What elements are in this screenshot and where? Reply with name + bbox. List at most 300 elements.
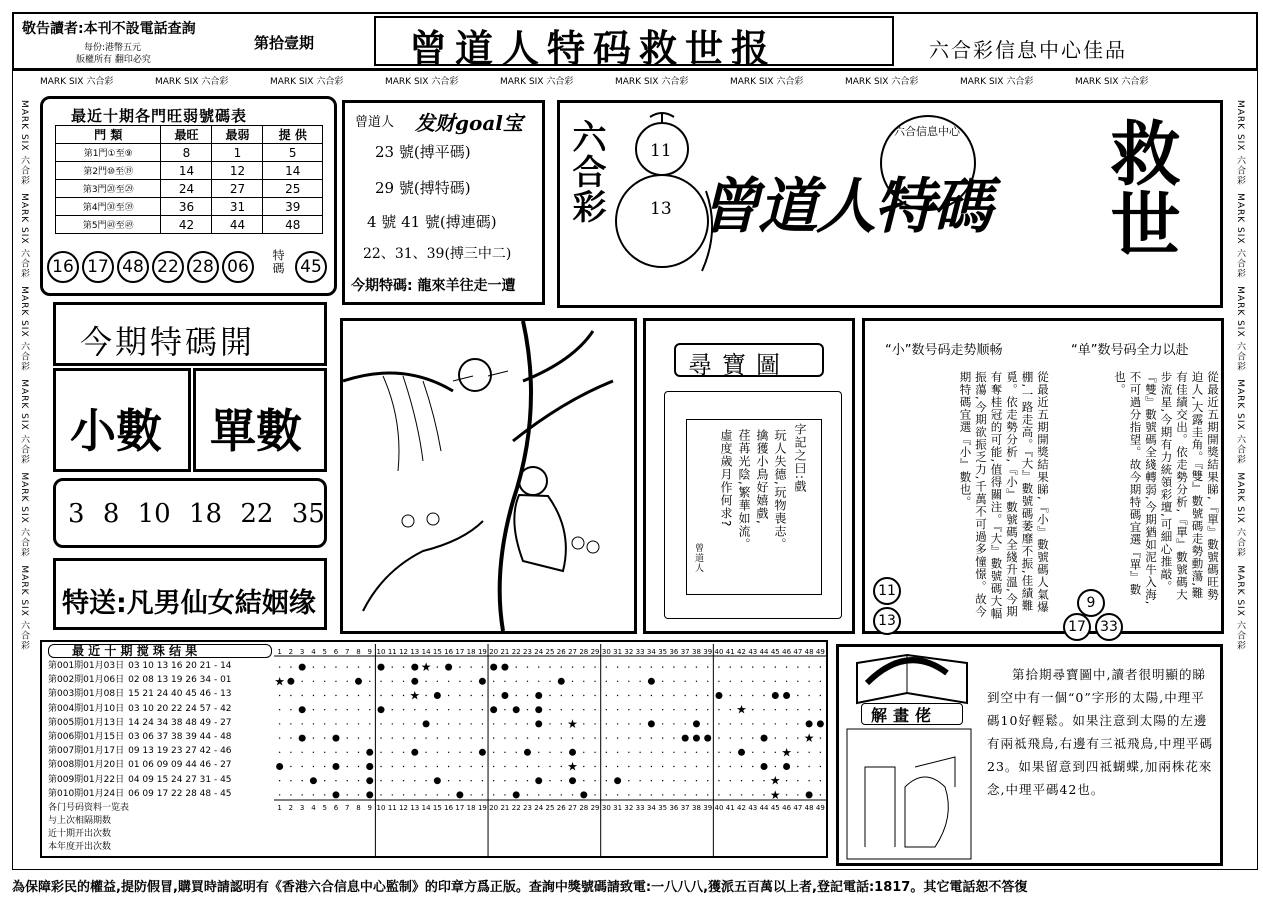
grid-dot	[651, 737, 652, 738]
grid-dot	[470, 752, 471, 753]
grid-dot	[752, 766, 753, 767]
grid-dot	[617, 723, 618, 724]
drawn-dot	[287, 678, 294, 685]
grid-col-label: 19	[477, 648, 487, 656]
grid-dot	[583, 709, 584, 710]
drawn-dot	[411, 749, 418, 756]
drawn-dot	[456, 791, 463, 798]
grid-dot	[684, 681, 685, 682]
grid-col-label: 4	[311, 648, 316, 656]
grid-dot	[628, 737, 629, 738]
grid-col-label: 32	[624, 804, 634, 812]
grid-dot	[549, 794, 550, 795]
grid-dot	[718, 766, 719, 767]
grid-dot	[470, 723, 471, 724]
grid-dot	[718, 794, 719, 795]
grid-col-label: 18	[466, 648, 476, 656]
grid-dot	[358, 737, 359, 738]
drawn-dot	[501, 692, 508, 699]
grid-dot	[673, 794, 674, 795]
strength-table	[55, 125, 323, 234]
grid-dot	[775, 766, 776, 767]
grid-dot	[763, 723, 764, 724]
grid-dot	[820, 695, 821, 696]
grid-dot	[639, 709, 640, 710]
grid-dot	[403, 723, 404, 724]
grid-dot	[752, 752, 753, 753]
grid-dot	[313, 709, 314, 710]
grid-dot	[673, 666, 674, 667]
grid-dot	[549, 681, 550, 682]
grid-dot	[808, 695, 809, 696]
footer-label: 与上次相隔期数	[48, 816, 112, 826]
grid-col-label: 43	[748, 648, 758, 656]
grid-col-label: 38	[691, 648, 701, 656]
grid-dot	[639, 695, 640, 696]
grid-dot	[797, 737, 798, 738]
grid-col-label: 29	[590, 648, 600, 656]
drawn-dot	[332, 763, 339, 770]
grid-dot	[290, 666, 291, 667]
grid-dot	[741, 695, 742, 696]
grid-dot	[741, 766, 742, 767]
grid-dot	[380, 794, 381, 795]
number-ball: 22	[152, 251, 184, 283]
watermark-text: MARK SIX 六合彩	[500, 77, 574, 87]
grid-dot	[448, 780, 449, 781]
grid-dot	[561, 794, 562, 795]
grid-dot	[482, 766, 483, 767]
grid-dot	[561, 709, 562, 710]
grid-dot	[549, 766, 550, 767]
number-ball: 16	[47, 251, 79, 283]
grid-dot	[279, 780, 280, 781]
results-grid	[274, 644, 826, 856]
grid-col-label: 33	[635, 648, 645, 656]
grid-col-label: 45	[770, 648, 780, 656]
table-row	[48, 701, 232, 714]
grid-dot	[617, 766, 618, 767]
grid-dot	[392, 723, 393, 724]
grid-dot	[538, 752, 539, 753]
drawn-dot	[513, 706, 520, 713]
grid-dot	[493, 723, 494, 724]
grid-dot	[403, 666, 404, 667]
grid-dot	[313, 723, 314, 724]
grid-dot	[583, 695, 584, 696]
grid-dot	[718, 723, 719, 724]
grid-col-label: 5	[322, 648, 327, 656]
grid-dot	[617, 681, 618, 682]
grid-dot	[561, 737, 562, 738]
grid-dot	[696, 752, 697, 753]
grid-dot	[707, 766, 708, 767]
grid-dot	[730, 780, 731, 781]
grid-dot	[324, 752, 325, 753]
grid-dot	[639, 780, 640, 781]
special-star: ★	[567, 716, 578, 731]
result-numbers: 04 09 15 24 27 31 - 45	[128, 774, 232, 785]
grid-col-label: 15	[432, 648, 442, 656]
grid-dot	[301, 752, 302, 753]
special-ball: 45	[295, 251, 327, 283]
watermark-text: MARK SIX 六合彩	[615, 77, 689, 87]
grid-dot	[651, 752, 652, 753]
grid-dot	[482, 737, 483, 738]
special-star: ★	[769, 787, 781, 802]
grid-dot	[662, 681, 663, 682]
grid-dot	[639, 752, 640, 753]
grid-dot	[482, 709, 483, 710]
grid-dot	[651, 666, 652, 667]
grid-dot	[347, 737, 348, 738]
grid-dot	[425, 780, 426, 781]
grid-col-label: 46	[782, 648, 792, 656]
drawn-dot	[378, 706, 385, 713]
strength-table-panel	[40, 96, 337, 296]
grid-dot	[594, 766, 595, 767]
grid-dot	[673, 709, 674, 710]
grid-dot	[504, 766, 505, 767]
grid-dot	[684, 794, 685, 795]
issue-small-box	[53, 368, 191, 472]
result-numbers: 09 13 19 23 27 42 - 46	[128, 746, 232, 757]
grid-dot	[797, 752, 798, 753]
drawn-dot	[276, 763, 283, 770]
grid-dot	[718, 737, 719, 738]
grid-dot	[504, 723, 505, 724]
drawn-dot	[355, 678, 362, 685]
grid-col-label: 2	[288, 804, 294, 812]
grid-dot	[403, 709, 404, 710]
grid-col-label: 14	[421, 804, 431, 812]
grid-dot	[707, 723, 708, 724]
grid-col-label: 26	[556, 648, 566, 656]
grid-dot	[358, 752, 359, 753]
grid-dot	[673, 723, 674, 724]
grid-dot	[425, 794, 426, 795]
analysis-ball: 9	[1077, 589, 1105, 617]
issue-odd-box	[193, 368, 327, 472]
table-row: 第2門⑩至⑲ 14 12 14	[56, 162, 323, 180]
grid-dot	[470, 666, 471, 667]
special-star: ★	[736, 702, 747, 717]
grid-dot	[459, 681, 460, 682]
grid-dot	[673, 766, 674, 767]
result-date: 第007期01月17日	[48, 746, 125, 757]
grid-col-label: 21	[500, 648, 510, 656]
grid-dot	[808, 766, 809, 767]
grid-dot	[617, 794, 618, 795]
treasure-panel	[643, 318, 855, 634]
grid-col-label: 34	[646, 804, 656, 812]
grid-dot	[392, 794, 393, 795]
grid-dot	[324, 780, 325, 781]
footer-label: 各门号码资料一览表	[48, 803, 130, 813]
grid-dot	[730, 766, 731, 767]
grid-dot	[662, 780, 663, 781]
grid-dot	[324, 695, 325, 696]
grid-col-label: 41	[725, 804, 735, 812]
col-header: 提 供	[263, 126, 323, 144]
footer-label: 近十期开出次数	[48, 829, 112, 839]
grid-dot	[493, 794, 494, 795]
grid-dot	[730, 681, 731, 682]
grid-dot	[358, 723, 359, 724]
grid-dot	[335, 695, 336, 696]
grid-dot	[730, 695, 731, 696]
drawn-dot	[580, 791, 587, 798]
grid-dot	[324, 794, 325, 795]
grid-dot	[358, 794, 359, 795]
grid-dot	[606, 723, 607, 724]
treasure-poem-line: 擒獲小鳥好嬉戲,	[755, 429, 769, 525]
grid-col-label: 28	[579, 648, 589, 656]
grid-col-label: 24	[534, 804, 544, 812]
grid-dot	[437, 766, 438, 767]
strength-table-title: 最近十期各門旺弱號碼表	[71, 107, 248, 125]
grid-dot	[549, 780, 550, 781]
grid-col-label: 39	[703, 804, 713, 812]
drawn-dot	[378, 664, 385, 671]
result-numbers: 06 09 17 22 28 48 - 45	[128, 788, 232, 799]
grid-col-label: 38	[691, 804, 701, 812]
grid-dot	[493, 681, 494, 682]
grid-col-label: 17	[455, 804, 465, 812]
grid-dot	[583, 666, 584, 667]
issue-title-box	[53, 302, 327, 366]
grid-dot	[606, 766, 607, 767]
grid-col-label: 16	[444, 804, 454, 812]
grid-dot	[673, 737, 674, 738]
drawn-dot	[513, 791, 520, 798]
drawn-dot	[411, 678, 418, 685]
grid-dot	[470, 695, 471, 696]
grid-dot	[572, 666, 573, 667]
drawn-dot	[299, 664, 306, 671]
grid-dot	[752, 695, 753, 696]
fortune-line: 23 號(搏平碼)	[375, 143, 471, 161]
grid-dot	[639, 681, 640, 682]
grid-dot	[425, 766, 426, 767]
grid-dot	[797, 780, 798, 781]
watermark-text: MARK SIX 六合彩	[385, 77, 459, 87]
grid-dot	[493, 737, 494, 738]
result-date: 第003期01月08日	[48, 689, 125, 700]
grid-dot	[414, 737, 415, 738]
drawn-dot	[806, 791, 813, 798]
grid-dot	[594, 666, 595, 667]
footer-label: 本年度开出次数	[48, 842, 112, 852]
grid-col-label: 6	[333, 648, 339, 656]
illustration-panel	[340, 318, 637, 634]
grid-dot	[482, 780, 483, 781]
grid-col-label: 25	[545, 804, 555, 812]
table-row	[48, 772, 232, 785]
drawn-dot	[569, 749, 576, 756]
grid-dot	[820, 794, 821, 795]
result-date: 第006期01月15日	[48, 732, 125, 742]
drawn-dot	[715, 692, 722, 699]
grid-dot	[718, 709, 719, 710]
grid-dot	[482, 794, 483, 795]
grid-dot	[628, 723, 629, 724]
grid-dot	[324, 666, 325, 667]
drawn-dot	[501, 664, 508, 671]
grid-dot	[606, 737, 607, 738]
grid-dot	[392, 666, 393, 667]
grid-col-label: 12	[399, 804, 409, 812]
grid-dot	[775, 723, 776, 724]
explain-title: 解畫佬	[871, 706, 938, 725]
grid-dot	[459, 666, 460, 667]
watermark-text: MARK SIX 六合彩	[730, 77, 804, 87]
grid-dot	[752, 737, 753, 738]
watermark-text: MARK SIX 六合彩	[40, 77, 114, 87]
grid-dot	[290, 794, 291, 795]
grid-dot	[335, 723, 336, 724]
grid-dot	[628, 780, 629, 781]
grid-col-label: 25	[545, 648, 555, 656]
grid-dot	[425, 709, 426, 710]
watermark-right: MARK SIX 六合彩 MARK SIX 六合彩 MARK SIX 六合彩 MARK SIX 六合彩 MARK SIX 六合彩 MARK SIX 六合彩	[1235, 100, 1245, 651]
grid-dot	[662, 766, 663, 767]
grid-dot	[617, 737, 618, 738]
drawn-dot	[299, 735, 306, 742]
grid-dot	[752, 780, 753, 781]
grid-dot	[662, 723, 663, 724]
grid-dot	[380, 766, 381, 767]
grid-dot	[684, 666, 685, 667]
result-date: 第001期01月03日	[48, 661, 125, 671]
grid-dot	[527, 766, 528, 767]
grid-col-label: 10	[376, 804, 386, 812]
drawn-dot	[806, 720, 813, 727]
grid-col-label: 3	[299, 648, 305, 656]
grid-col-label: 23	[523, 804, 532, 812]
fortune-line: 29 號(搏特碼)	[375, 179, 471, 197]
drawn-dot	[569, 777, 576, 784]
grid-dot	[763, 695, 764, 696]
drawn-dot	[524, 749, 531, 756]
explain-panel	[836, 644, 1223, 866]
grid-col-label: 3	[299, 804, 305, 812]
grid-dot	[549, 723, 550, 724]
grid-dot	[786, 709, 787, 710]
grid-dot	[617, 695, 618, 696]
grid-dot	[437, 737, 438, 738]
grid-col-label: 13	[410, 804, 420, 812]
col-header: 最旺	[161, 126, 212, 144]
grid-dot	[425, 752, 426, 753]
grid-dot	[527, 780, 528, 781]
issue-title: 今期特碼開	[80, 323, 256, 361]
grid-dot	[470, 709, 471, 710]
explain-text: 第拾期尋寶圖中,讀者很明顯的睇到空中有一個“0”字形的太陽,中理平碼10好輕鬆。如果注意到太陽的左邊有兩祗飛鳥,右邊有三祗飛鳥,中理平碼23。如果留意到四祗蝴蝶,加兩株花來念,中理平碼42也。	[987, 667, 1213, 797]
grid-dot	[797, 695, 798, 696]
issue-special-box	[53, 558, 327, 630]
notice-price: 每份:港幣五元	[84, 43, 142, 53]
grid-col-label: 9	[367, 804, 372, 812]
grid-dot	[797, 723, 798, 724]
grid-dot	[448, 681, 449, 682]
analysis-ball: 17	[1063, 613, 1091, 641]
grid-col-label: 47	[793, 804, 803, 812]
grid-col-label: 37	[680, 648, 690, 656]
grid-dot	[617, 709, 618, 710]
grid-dot	[606, 709, 607, 710]
drawn-dot	[614, 777, 621, 784]
grid-dot	[786, 723, 787, 724]
table-row: 第5門㊵至㊾ 42 44 48	[56, 216, 323, 234]
grid-dot	[594, 681, 595, 682]
col-header: 門 類	[56, 126, 161, 144]
grid-col-label: 31	[613, 648, 623, 656]
grid-dot	[324, 766, 325, 767]
grid-dot	[707, 752, 708, 753]
grid-dot	[403, 737, 404, 738]
grid-dot	[516, 681, 517, 682]
grid-dot	[797, 709, 798, 710]
result-date: 第010期01月24日	[48, 788, 125, 799]
grid-dot	[380, 737, 381, 738]
grid-dot	[651, 794, 652, 795]
grid-dot	[414, 780, 415, 781]
grid-dot	[279, 752, 280, 753]
watermark-text: MARK SIX 六合彩	[270, 77, 344, 87]
treasure-author: 曾道人	[693, 543, 703, 573]
notice-title: 敬告讀者:本刊不設電話查詢	[22, 21, 196, 37]
grid-dot	[763, 780, 764, 781]
grid-dot	[797, 766, 798, 767]
grid-dot	[437, 723, 438, 724]
grid-dot	[504, 681, 505, 682]
drawn-dot	[693, 735, 700, 742]
drawn-dot	[761, 763, 768, 770]
tree-bird-boy-illustration	[343, 321, 634, 631]
grid-dot	[763, 752, 764, 753]
grid-dot	[448, 723, 449, 724]
drawn-dot	[535, 706, 542, 713]
grid-dot	[448, 695, 449, 696]
footer-bar	[12, 872, 1258, 896]
grid-dot	[606, 780, 607, 781]
grid-dot	[786, 666, 787, 667]
grid-dot	[628, 709, 629, 710]
grid-dot	[662, 695, 663, 696]
grid-dot	[516, 766, 517, 767]
grid-col-label: 30	[601, 648, 611, 656]
grid-dot	[414, 794, 415, 795]
grid-dot	[290, 723, 291, 724]
grid-dot	[684, 695, 685, 696]
grid-dot	[290, 766, 291, 767]
grid-dot	[347, 723, 348, 724]
analysis-panel	[862, 318, 1224, 634]
issue-numbers: 3 8 10 18 22 35	[68, 499, 325, 529]
grid-dot	[718, 666, 719, 667]
grid-dot	[561, 780, 562, 781]
analysis-ball: 33	[1095, 613, 1123, 641]
number-ball: 17	[82, 251, 114, 283]
grid-dot	[594, 737, 595, 738]
grid-dot	[662, 737, 663, 738]
grid-dot	[369, 666, 370, 667]
grid-dot	[707, 709, 708, 710]
grid-dot	[786, 794, 787, 795]
grid-dot	[369, 709, 370, 710]
grid-dot	[797, 681, 798, 682]
